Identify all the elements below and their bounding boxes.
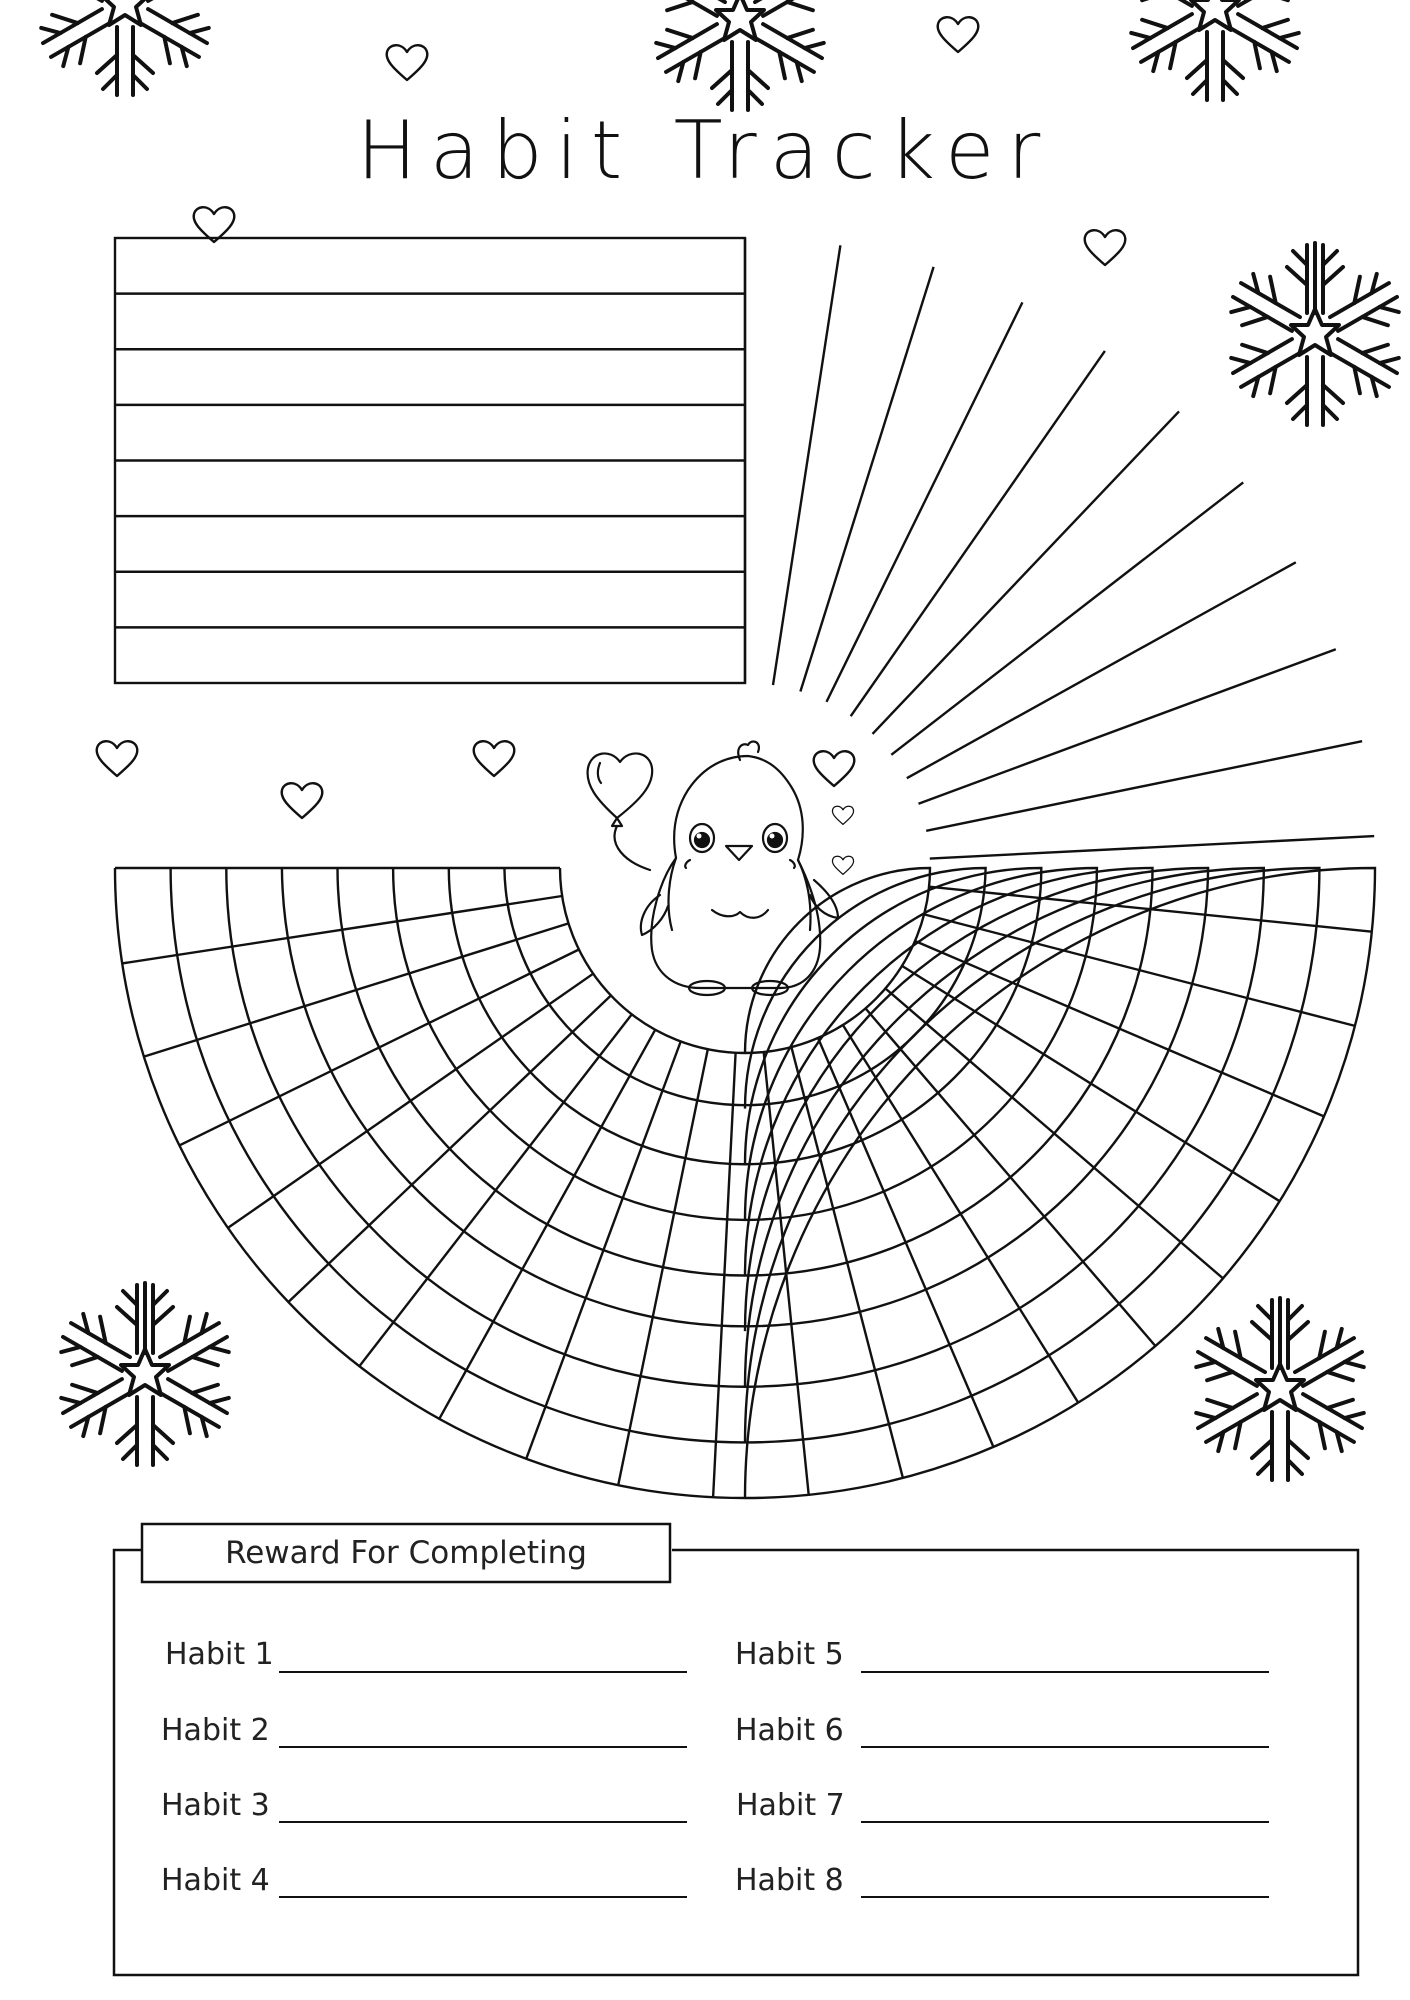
habit-label: Habit 3: [161, 1788, 270, 1823]
tracker-day-divider: [919, 649, 1336, 804]
heart-icon: [194, 207, 235, 242]
snowflake-icon: [1188, 1298, 1372, 1480]
reward-entry-line[interactable]: [861, 1746, 1269, 1748]
reward-entry-line[interactable]: [861, 1821, 1269, 1823]
heart-icon: [97, 741, 138, 776]
tracker-day-divider: [907, 562, 1296, 778]
tracker-day-divider: [618, 1049, 708, 1485]
tracker-band-arc: [115, 868, 1375, 1498]
tracker-day-divider: [915, 941, 1324, 1116]
reward-entry-line[interactable]: [861, 1671, 1269, 1673]
heart-icon: [474, 741, 515, 776]
heart-icon: [832, 806, 853, 824]
habit-label: Habit 1: [165, 1637, 274, 1672]
tracker-day-divider: [288, 996, 611, 1303]
penguin-with-balloon-icon: [588, 741, 838, 995]
reward-entry-line[interactable]: [279, 1821, 687, 1823]
habit-label: Habit 7: [736, 1788, 845, 1823]
reward-title: Reward For Completing: [225, 1535, 587, 1571]
reward-entry-line[interactable]: [861, 1896, 1269, 1898]
habit-label: Habit 2: [161, 1713, 270, 1748]
tracker-day-divider: [924, 914, 1355, 1026]
reward-entry-line[interactable]: [279, 1671, 687, 1673]
heart-icon: [832, 856, 853, 874]
heart-icon: [282, 783, 323, 818]
tracker-day-divider: [526, 1042, 681, 1459]
snowflake-icon: [53, 1283, 237, 1465]
reward-entry-line[interactable]: [279, 1746, 687, 1748]
heart-icon: [1085, 230, 1126, 265]
snowflake-icon: [1123, 0, 1307, 100]
habit-label: Habit 8: [735, 1863, 844, 1898]
heart-icon: [938, 17, 979, 52]
tracker-band-arc: [449, 868, 1042, 1164]
tracker-day-divider: [926, 741, 1362, 831]
snowflake-icon: [648, 0, 832, 110]
tracker-day-divider: [827, 302, 1023, 702]
tracker-day-divider: [818, 1038, 993, 1447]
tracker-day-divider: [773, 245, 840, 685]
tracker-day-divider: [873, 411, 1180, 734]
habit-label: Habit 5: [735, 1637, 844, 1672]
habit-label: Habit 6: [735, 1713, 844, 1748]
reward-box-frame: [114, 1550, 1358, 1975]
habit-label: Habit 4: [161, 1863, 270, 1898]
tracker-day-divider: [791, 1047, 903, 1478]
page-title: Habit Tracker: [356, 104, 1054, 197]
habit-tracker-grid: [115, 238, 1375, 1498]
snowflake-icon: [1223, 243, 1407, 425]
tracker-day-divider: [122, 896, 562, 963]
tracker-day-divider: [930, 836, 1374, 859]
snowflake-icon: [33, 0, 217, 95]
heart-icon: [814, 751, 855, 786]
reward-entry-line[interactable]: [279, 1896, 687, 1898]
heart-icon: [387, 45, 428, 80]
tracker-day-divider: [891, 482, 1243, 754]
tracker-day-divider: [359, 1014, 631, 1366]
